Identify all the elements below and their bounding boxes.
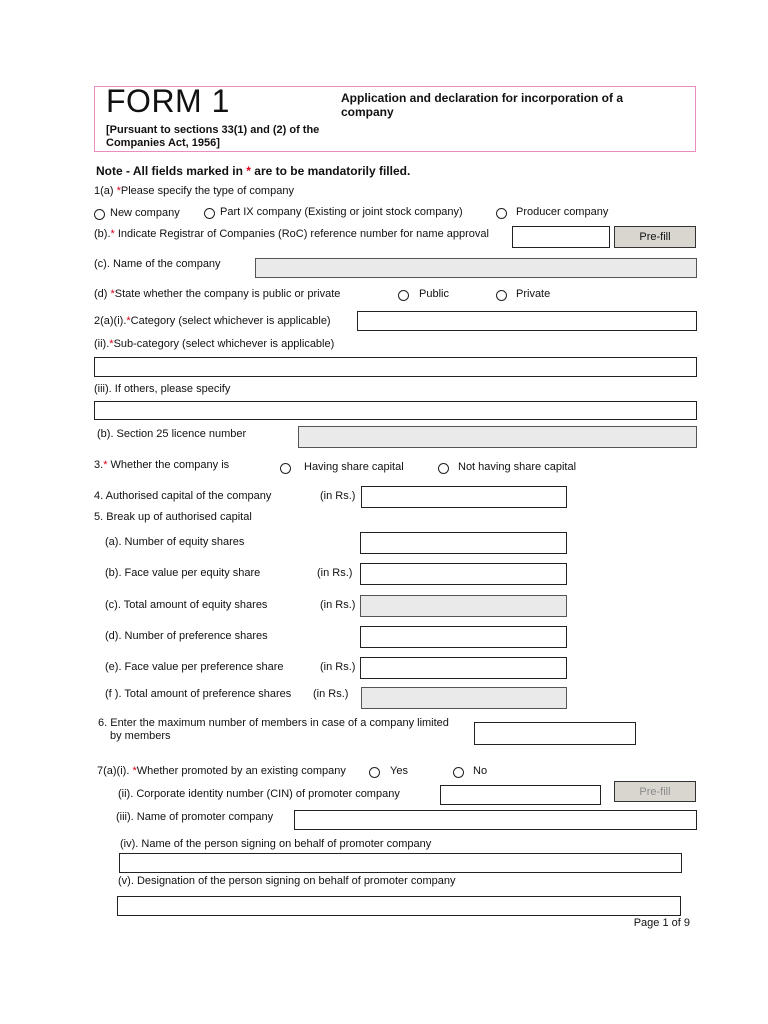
radio-public[interactable] xyxy=(398,290,409,301)
q1d-label: (d) *State whether the company is public or private xyxy=(94,288,341,300)
radio-new-company[interactable] xyxy=(94,209,105,220)
q5e-label: (e). Face value per preference share xyxy=(105,661,284,673)
q7-label: 7(a)(i). *Whether promoted by an existing company xyxy=(97,765,346,777)
promoted-yes-label: Yes xyxy=(390,765,408,777)
signer-name-input[interactable] xyxy=(119,853,682,873)
roc-reference-input[interactable] xyxy=(512,226,610,248)
page-number: Page 1 of 9 xyxy=(633,917,690,929)
q1b-label: (b).* Indicate Registrar of Companies (RoC) reference number for name approval xyxy=(94,228,489,240)
part-ix-company-label: Part IX company (Existing or joint stock company) xyxy=(220,206,463,218)
q1c-label: (c). Name of the company xyxy=(94,258,221,270)
q7v-label: (v). Designation of the person signing on behalf of promoter company xyxy=(118,875,456,887)
equity-total-amount-field[interactable] xyxy=(360,595,567,617)
q5b-unit: (in Rs.) xyxy=(317,567,353,579)
radio-part-ix-company[interactable] xyxy=(204,208,215,219)
q5f-unit: (in Rs.) xyxy=(313,688,349,700)
prefill-cin-button[interactable]: Pre-fill xyxy=(614,781,696,802)
preference-total-amount-field[interactable] xyxy=(361,687,567,709)
pursuant-text: [Pursuant to sections 33(1) and (2) of the Companies Act, 1956] xyxy=(106,124,320,149)
not-having-share-capital-label: Not having share capital xyxy=(458,461,577,473)
q5a-label: (a). Number of equity shares xyxy=(105,536,245,548)
q4-label: 4. Authorised capital of the company xyxy=(94,490,272,502)
q5c-label: (c). Total amount of equity shares xyxy=(105,599,268,611)
other-category-input[interactable] xyxy=(94,401,697,420)
having-share-capital-label: Having share capital xyxy=(304,461,404,473)
producer-company-label: Producer company xyxy=(516,206,609,218)
category-select[interactable] xyxy=(357,311,697,331)
q2a-label: 2(a)(i).*Category (select whichever is applicable) xyxy=(94,315,331,327)
company-name-field[interactable] xyxy=(255,258,697,278)
sub-category-select[interactable] xyxy=(94,357,697,377)
radio-promoted-no[interactable] xyxy=(453,767,464,778)
q5e-unit: (in Rs.) xyxy=(320,661,356,673)
radio-private[interactable] xyxy=(496,290,507,301)
q5c-unit: (in Rs.) xyxy=(320,599,356,611)
q3-label: 3.* Whether the company is xyxy=(94,459,230,471)
equity-face-value-input[interactable] xyxy=(360,563,567,585)
q2b-label: (b). Section 25 licence number xyxy=(97,428,247,440)
q7iv-label: (iv). Name of the person signing on behalf of promoter company xyxy=(120,838,432,850)
signer-designation-input[interactable] xyxy=(117,896,681,916)
promoter-cin-input[interactable] xyxy=(440,785,601,805)
q7iii-label: (iii). Name of promoter company xyxy=(116,811,274,823)
q6-label-line1: 6. Enter the maximum number of members in case of a company limited xyxy=(98,717,449,729)
preference-shares-number-input[interactable] xyxy=(360,626,567,648)
new-company-label: New company xyxy=(110,207,180,219)
q5f-label: (f ). Total amount of preference shares xyxy=(105,688,292,700)
section25-licence-field[interactable] xyxy=(298,426,697,448)
radio-promoted-yes[interactable] xyxy=(369,767,380,778)
preference-face-value-input[interactable] xyxy=(360,657,567,679)
promoter-company-name-input[interactable] xyxy=(294,810,697,830)
application-title: Application and declaration for incorporation of a company xyxy=(341,91,624,119)
q1a-label: 1(a) *Please specify the type of company xyxy=(94,185,294,197)
authorised-capital-input[interactable] xyxy=(361,486,567,508)
radio-having-share-capital[interactable] xyxy=(280,463,291,474)
q5b-label: (b). Face value per equity share xyxy=(105,567,261,579)
q2ii-label: (ii).*Sub-category (select whichever is applicable) xyxy=(94,338,335,350)
q2iii-label: (iii). If others, please specify xyxy=(94,383,231,395)
max-members-input[interactable] xyxy=(474,722,636,745)
promoted-no-label: No xyxy=(473,765,488,777)
prefill-roc-button[interactable]: Pre-fill xyxy=(614,226,696,248)
equity-shares-number-input[interactable] xyxy=(360,532,567,554)
q5d-label: (d). Number of preference shares xyxy=(105,630,268,642)
q4-unit: (in Rs.) xyxy=(320,490,356,502)
radio-not-having-share-capital[interactable] xyxy=(438,463,449,474)
q7ii-label: (ii). Corporate identity number (CIN) of promoter company xyxy=(118,788,400,800)
mandatory-note: Note - All fields marked in * are to be mandatorily filled. xyxy=(96,164,411,178)
public-label: Public xyxy=(419,288,449,300)
q5-label: 5. Break up of authorised capital xyxy=(94,511,252,523)
q6-label-line2: by members xyxy=(110,730,171,742)
radio-producer-company[interactable] xyxy=(496,208,507,219)
form-title: FORM 1 xyxy=(106,83,230,119)
private-label: Private xyxy=(516,288,551,300)
